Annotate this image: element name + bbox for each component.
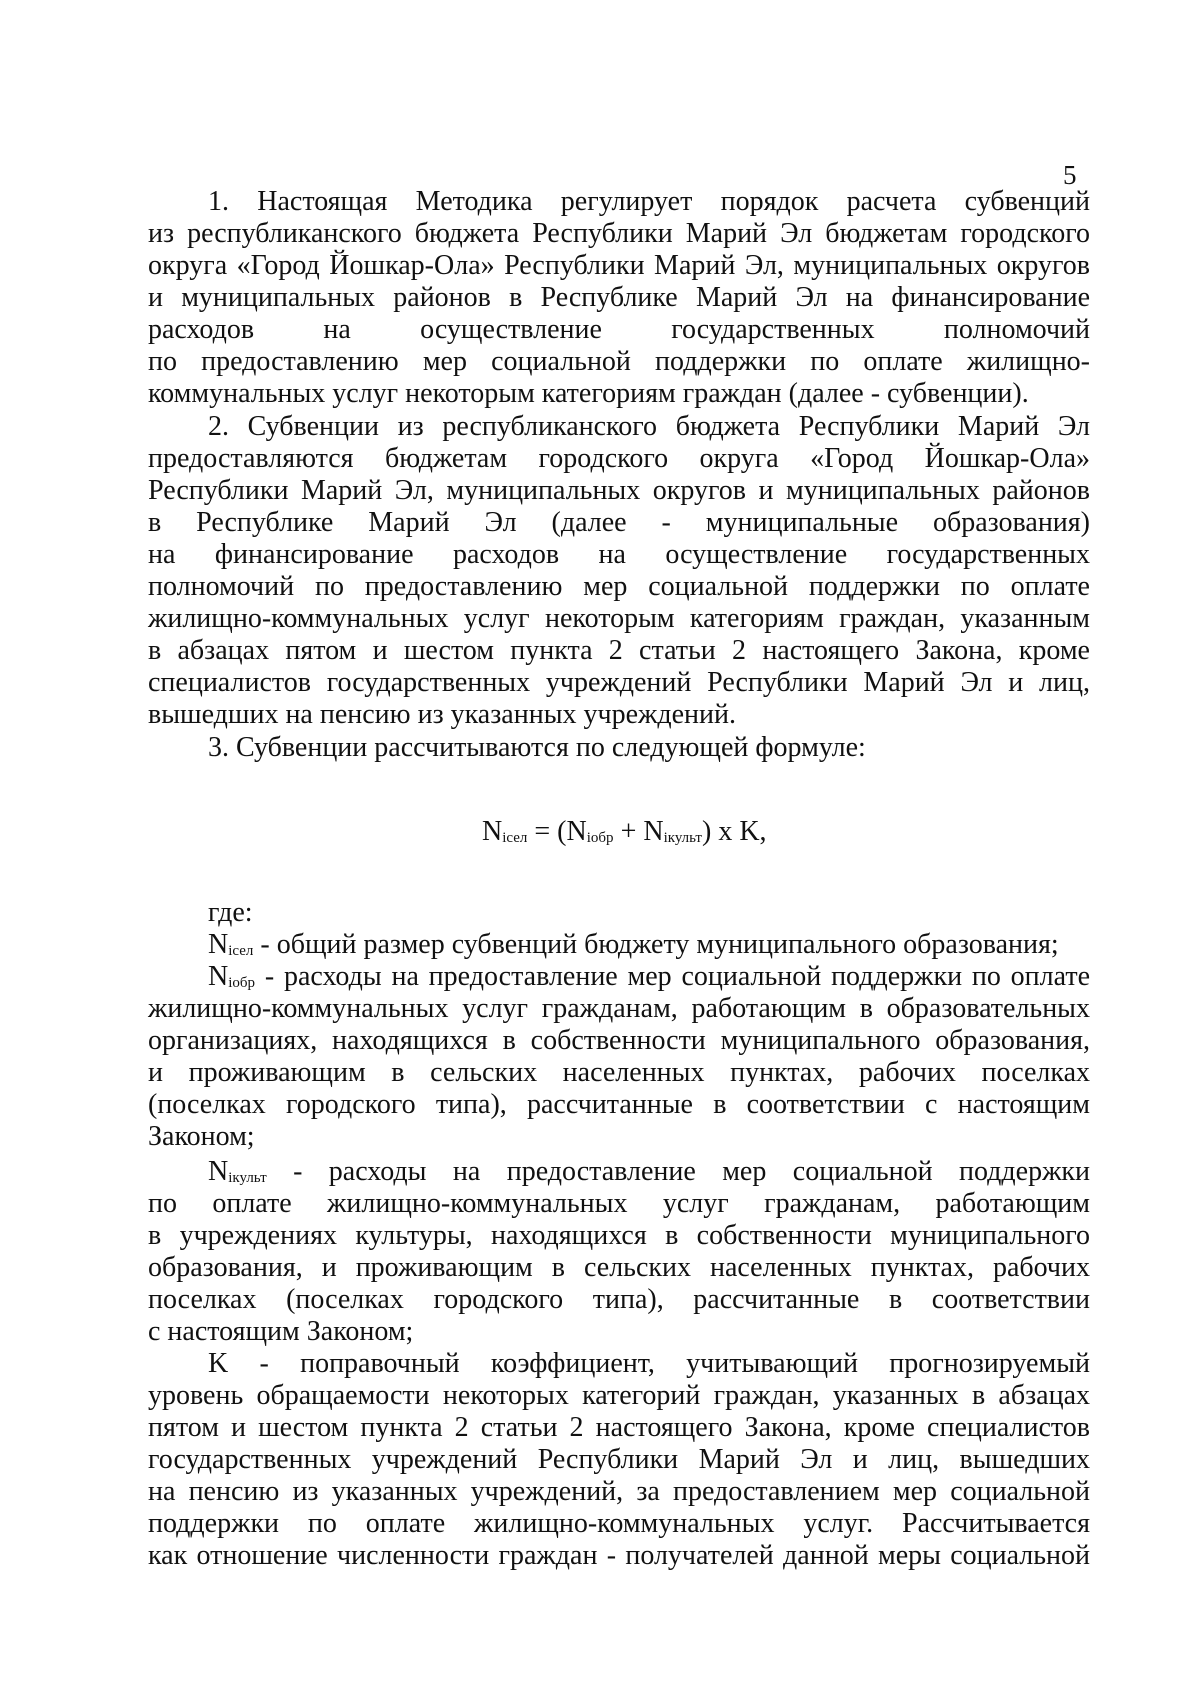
paragraph-1-line: коммунальных услуг некоторым категориям граждан (далее - субвенции). — [148, 378, 1029, 409]
definition-4-line: на пенсию из указанных учреждений, за предоставлением мер социальной — [148, 1476, 1090, 1507]
definition-symbol: N — [208, 1156, 229, 1187]
definition-3-line: образования, и проживающим в сельских населенных пунктах, рабочих — [148, 1252, 1090, 1283]
formula-tail: ) x K, — [702, 816, 767, 847]
formula-symbol: N — [482, 816, 503, 847]
definition-symbol: N — [208, 961, 229, 992]
paragraph-2-line: 2. Субвенции из республиканского бюджета Республики Марий Эл — [208, 411, 1090, 442]
paragraph-2-line: жилищно-коммунальных услуг некоторым категориям граждан, указанным — [148, 603, 1090, 634]
definition-4-line: K - поправочный коэффициент, учитывающий прогнозируемый — [208, 1348, 1090, 1379]
paragraph-1-line: из республиканского бюджета Республики Марий Эл бюджетам городского — [148, 218, 1090, 249]
definition-subscript: iкульт — [228, 1170, 267, 1186]
paragraph-1-line: округа «Город Йошкар-Ола» Республики Марий Эл, муниципальных округов — [148, 250, 1090, 281]
paragraph-3-line: 3. Субвенции рассчитываются по следующей формуле: — [208, 732, 866, 763]
definition-2-line: (поселках городского типа), рассчитанные в соответствии с настоящим — [148, 1089, 1090, 1120]
definition-4-line: поддержки по оплате жилищно-коммунальных услуг. Рассчитывается — [148, 1508, 1090, 1539]
formula-symbol: N — [643, 816, 664, 847]
paragraph-2-line: в Республике Марий Эл (далее - муниципальные образования) — [148, 507, 1090, 538]
formula-symbol: N — [566, 816, 587, 847]
formula-subscript: iсел — [502, 830, 528, 846]
definition-2-line: организациях, находящихся в собственности муниципального образования, — [148, 1025, 1090, 1056]
definition-3-line: в учреждениях культуры, находящихся в собственности муниципального — [148, 1220, 1090, 1251]
definition-text: - общий размер субвенций бюджету муниципального образования; — [260, 929, 1059, 960]
formula — [482, 816, 767, 854]
definition-text: - расходы на предоставление мер социальной поддержки — [293, 1156, 1091, 1187]
formula-operator: + — [613, 816, 644, 847]
paragraph-2-line: вышедших на пенсию из указанных учреждений. — [148, 699, 736, 730]
formula-subscript: iкульт — [663, 830, 702, 846]
definition-3-line: поселках (поселках городского типа), рассчитанные в соответствии — [148, 1284, 1090, 1315]
definition-4-line: уровень обращаемости некоторых категорий граждан, указанных в абзацах — [148, 1380, 1090, 1411]
definition-4-line: пятом и шестом пункта 2 статьи 2 настоящего Закона, кроме специалистов — [148, 1412, 1090, 1443]
paragraph-2-line: предоставляются бюджетам городского округа «Город Йошкар-Ола» — [148, 443, 1090, 474]
paragraph-1-line: расходов на осуществление государственных полномочий — [148, 314, 1090, 345]
paragraph-1-line: по предоставлению мер социальной поддержки по оплате жилищно- — [148, 346, 1090, 377]
definition-2-line: жилищно-коммунальных услуг гражданам, работающим в образовательных — [148, 993, 1090, 1024]
definition-3-line: по оплате жилищно-коммунальных услуг гражданам, работающим — [148, 1188, 1090, 1219]
page-number: 5 — [1063, 160, 1077, 190]
formula-subscript: iобр — [586, 830, 614, 846]
definition-4-line: как отношение численности граждан - получателей данной меры социальной — [148, 1540, 1090, 1571]
where-label: где: — [208, 897, 253, 928]
definition-3-line: с настоящим Законом; — [148, 1316, 414, 1347]
paragraph-2-line: специалистов государственных учреждений Республики Марий Эл и лиц, — [148, 667, 1090, 698]
formula-operator: = ( — [527, 816, 567, 847]
paragraph-2-line: полномочий по предоставлению мер социальной поддержки по оплате — [148, 571, 1090, 602]
paragraph-1-line: 1. Настоящая Методика регулирует порядок расчета субвенций — [208, 186, 1090, 217]
definition-subscript: iсел — [228, 943, 254, 959]
definition-subscript: iобр — [228, 975, 256, 991]
paragraph-2-line: на финансирование расходов на осуществление государственных — [148, 539, 1090, 570]
definition-symbol: N — [208, 929, 229, 960]
definition-2-line: Законом; — [148, 1121, 255, 1152]
definition-text: - расходы на предоставление мер социальной поддержки по оплате — [264, 961, 1091, 992]
paragraph-2-line: в абзацах пятом и шестом пункта 2 статьи 2 настоящего Закона, кроме — [148, 635, 1090, 666]
definition-4-line: государственных учреждений Республики Марий Эл и лиц, вышедших — [148, 1444, 1090, 1475]
paragraph-1-line: и муниципальных районов в Республике Марий Эл на финансирование — [148, 282, 1090, 313]
definition-2-line: и проживающим в сельских населенных пунктах, рабочих поселках — [148, 1057, 1090, 1088]
paragraph-2-line: Республики Марий Эл, муниципальных округов и муниципальных районов — [148, 475, 1090, 506]
